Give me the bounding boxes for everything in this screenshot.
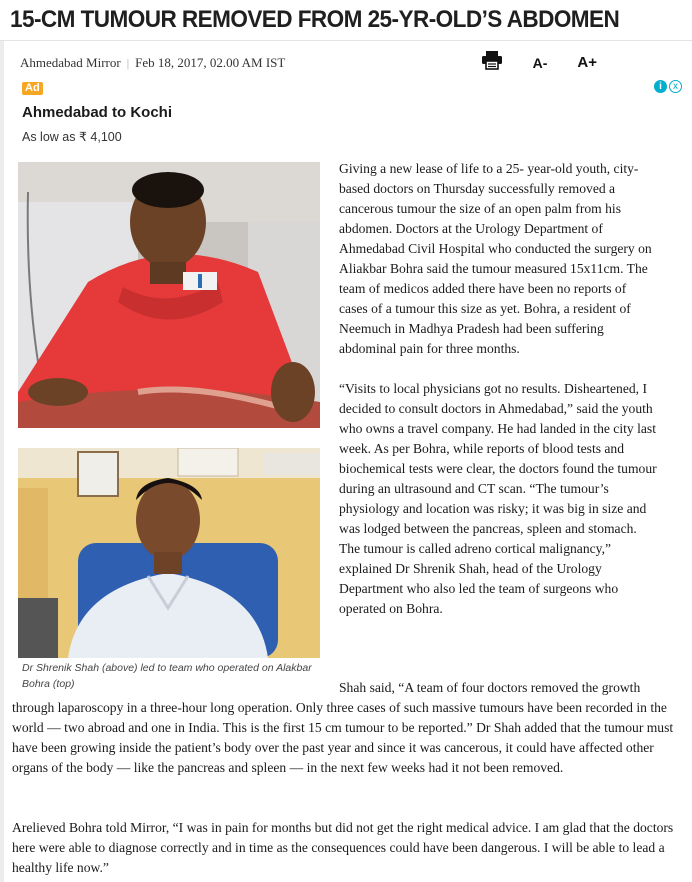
byline <box>20 55 285 71</box>
doctor-photo <box>18 448 320 658</box>
print-button[interactable] <box>481 50 503 75</box>
font-decrease-button[interactable]: A- <box>532 54 548 71</box>
article-paragraph-4: Arelieved Bohra told Mirror, “I was in pain for months but did not get the right medical advice. I am glad that the doctors here were able to diagnose correctly and in time as the consequences could have been dangerous. I will be able to lead a healthy life now.” <box>12 820 674 875</box>
ad-subtitle: As low as ₹ 4,100 <box>22 130 122 144</box>
figure-caption: Dr Shrenik Shah (above) led to team who operated on Alakbar Bohra (top) <box>22 662 312 690</box>
patient-photo <box>18 162 320 428</box>
article-paragraph-3: Shah said, “A team of four doctors removed the growth through laparoscopy in a three-hour long operation. Only three cases of such massive tumours have been recorded in the world — two abroad and one in India. This is the first 15 cm tumour to be reported.” Dr Shah added that the tumour must have been growing inside the patient’s body over the past year and since it was cancerous, it could have affected other organs of the body — like the pancreas and spleen — in the next few weeks had it not been removed. <box>12 680 674 775</box>
ad-unit[interactable] <box>22 82 682 152</box>
ad-choices[interactable] <box>654 80 682 93</box>
byline-separator: | <box>126 55 130 70</box>
byline-source[interactable]: Ahmedabad Mirror <box>20 55 121 70</box>
ad-title[interactable]: Ahmedabad to Kochi <box>22 104 173 121</box>
article-column <box>339 159 657 639</box>
ad-info-icon[interactable]: i <box>654 80 667 93</box>
ad-badge: Ad <box>22 82 43 95</box>
font-increase-button[interactable]: A+ <box>577 54 597 71</box>
left-gutter <box>0 40 4 882</box>
article-tools <box>481 50 597 75</box>
article-paragraph-2: “Visits to local physicians got no results. Disheartened, I decided to consult doctors in Ahmedabad,” said the youth who owns a travel company. He had landed in the city last week. As per Bohra, while reports of blood tests and biochemical tests were clear, the doctors found the tumour during an ultrasound and CT scan. “The tumour’s physiology and location was risky; it was big in size and was lodged between the pancreas, spleen and stomach. The tumour is called adreno cortical malignancy,” explained Dr Shrenik Shah, head of the Urology Department who also led the team of surgeons who operated on Bohra. <box>339 381 657 616</box>
header-divider <box>0 40 692 41</box>
article-figure <box>18 162 320 658</box>
byline-date: Feb 18, 2017, 02.00 AM IST <box>135 55 286 70</box>
ad-close-icon[interactable]: x <box>669 80 682 93</box>
printer-icon <box>481 50 503 70</box>
article-headline: 15-CM TUMOUR REMOVED FROM 25-YR-OLD’S ABDOMEN <box>10 6 620 33</box>
article-paragraph-1: Giving a new lease of life to a 25- year-old youth, city-based doctors on Thursday successfully removed a cancerous tumour the size of an open palm from his abdomen. Doctors at the Urology Department of Ahmedabad Civil Hospital who conducted the surgery on Aliakbar Bohra said the tumour measured 15x11cm. The team of medicos added there have been no reports of cases of a tumour this size as yet. Bohra, a resident of Neemuch in Madhya Pradesh had been suffering abdominal pain for three months. <box>339 161 652 356</box>
